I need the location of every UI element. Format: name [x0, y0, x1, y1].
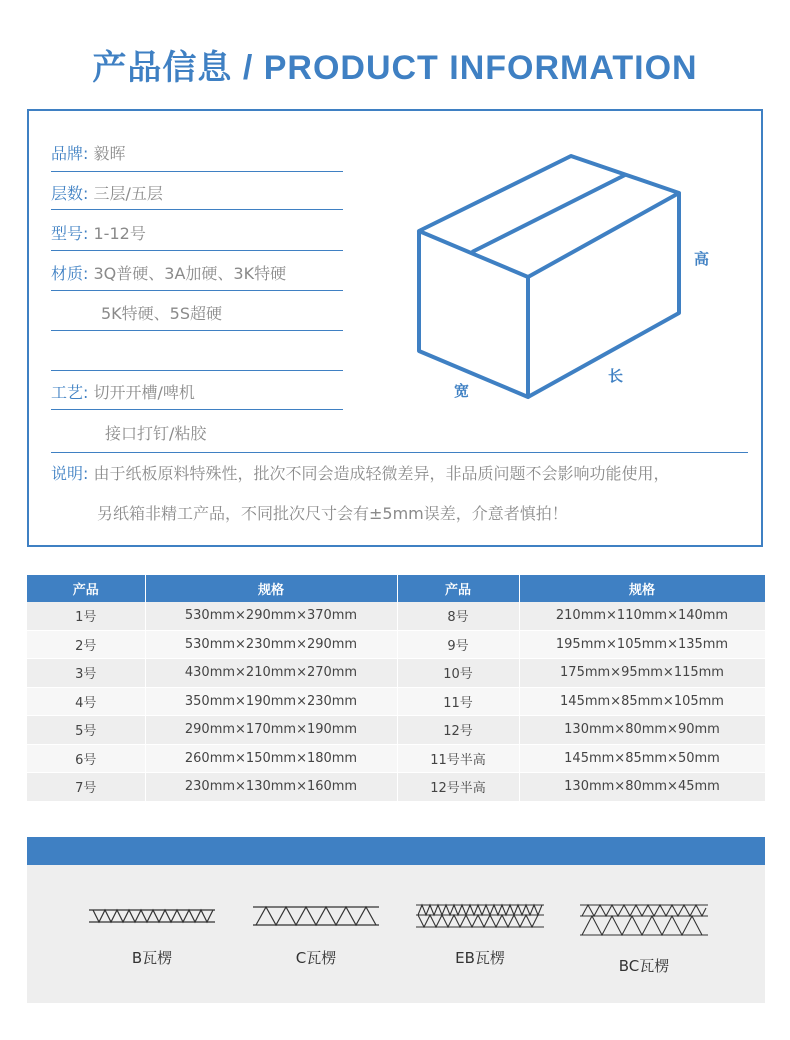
material-value-1: 3Q普硬、3A加硬、3K特硬 [93, 264, 287, 283]
model-value: 1-12号 [93, 224, 146, 243]
divider [51, 250, 343, 251]
craft-value-1: 切开开槽/啤机 [93, 383, 195, 402]
layers-value: 三层/五层 [93, 184, 163, 203]
product-cell: 5号 [27, 716, 145, 745]
layers-label: 层数: [51, 184, 89, 203]
product-cell: 2号 [27, 630, 145, 659]
box-top-face [419, 156, 679, 277]
spec-cell: 175mm×95mm×115mm [519, 659, 765, 688]
table-row [27, 602, 765, 630]
material-label: 材质: [51, 264, 89, 283]
layers-row [51, 181, 163, 204]
width-label: 宽 [454, 382, 470, 400]
col-header-spec: 规格 [145, 575, 397, 602]
product-cell: 11号 [397, 687, 519, 716]
table-row [27, 630, 765, 659]
divider [51, 452, 748, 453]
product-cell: 1号 [27, 602, 145, 630]
divider [51, 409, 343, 410]
spec-cell: 530mm×290mm×370mm [145, 602, 397, 630]
box-side-face [528, 193, 679, 397]
product-info-panel [27, 109, 763, 547]
spec-cell: 195mm×105mm×135mm [519, 630, 765, 659]
spec-cell: 130mm×80mm×90mm [519, 716, 765, 745]
spec-cell: 350mm×190mm×230mm [145, 687, 397, 716]
material-value-2: 5K特硬、5S超硬 [101, 304, 223, 323]
model-label: 型号: [51, 224, 89, 243]
spec-cell: 260mm×150mm×180mm [145, 744, 397, 773]
spec-cell: 530mm×230mm×290mm [145, 630, 397, 659]
note-value-2: 另纸箱非精工产品，不同批次尺寸会有±5mm误差，介意者慎拍！ [97, 504, 568, 523]
craft-row [51, 380, 195, 403]
table-row [27, 773, 765, 802]
spec-table [27, 575, 766, 802]
eb-flute-icon [416, 903, 544, 929]
page-title: 产品信息 / PRODUCT INFORMATION [92, 49, 698, 87]
product-cell: 9号 [397, 630, 519, 659]
length-label: 长 [608, 367, 624, 385]
carton-box-diagram [414, 151, 734, 411]
product-cell: 12号 [397, 716, 519, 745]
b-flute-icon [89, 903, 215, 929]
brand-value: 毅晖 [93, 144, 126, 163]
model-row [51, 221, 146, 244]
flute-eb [415, 903, 545, 968]
flute-bc-label: BC瓦楞 [618, 957, 670, 975]
product-cell: 3号 [27, 659, 145, 688]
col-header-product: 产品 [397, 575, 519, 602]
product-cell: 4号 [27, 687, 145, 716]
note-value-1: 由于纸板原料特殊性，批次不同会造成轻微差异，非品质问题不会影响功能使用， [93, 464, 670, 483]
spec-cell: 210mm×110mm×140mm [519, 602, 765, 630]
col-header-product: 产品 [27, 575, 145, 602]
spec-cell: 230mm×130mm×160mm [145, 773, 397, 802]
flute-c [251, 903, 381, 968]
note-label: 说明: [51, 464, 89, 483]
brand-label: 品牌: [51, 144, 89, 163]
flute-b [87, 903, 217, 968]
material-row [51, 261, 286, 284]
product-cell: 11号半高 [397, 744, 519, 773]
spec-cell: 145mm×85mm×50mm [519, 744, 765, 773]
product-cell: 6号 [27, 744, 145, 773]
table-row [27, 687, 765, 716]
craft-label: 工艺: [51, 383, 89, 402]
bc-flute-icon [580, 903, 708, 937]
table-row [27, 716, 765, 745]
divider [51, 171, 343, 172]
flute-bc [579, 903, 709, 976]
product-cell: 8号 [397, 602, 519, 630]
product-cell: 12号半高 [397, 773, 519, 802]
product-cell: 7号 [27, 773, 145, 802]
spec-cell: 130mm×80mm×45mm [519, 773, 765, 802]
col-header-spec: 规格 [519, 575, 765, 602]
spec-table-header [27, 575, 765, 602]
note-row [51, 461, 670, 484]
spec-cell: 430mm×210mm×270mm [145, 659, 397, 688]
divider [51, 209, 343, 210]
divider [51, 290, 343, 291]
product-cell: 10号 [397, 659, 519, 688]
spec-cell: 145mm×85mm×105mm [519, 687, 765, 716]
flute-section-header [27, 837, 765, 865]
table-row [27, 744, 765, 773]
brand-row [51, 141, 126, 164]
divider [51, 370, 343, 371]
divider [51, 330, 343, 331]
flute-c-label: C瓦楞 [295, 949, 337, 967]
box-tape-line [472, 175, 625, 252]
height-label: 高 [694, 250, 710, 268]
c-flute-icon [253, 903, 379, 929]
table-row [27, 659, 765, 688]
spec-cell: 290mm×170mm×190mm [145, 716, 397, 745]
flute-eb-label: EB瓦楞 [455, 949, 505, 967]
craft-value-2: 接口打钉/粘胶 [105, 424, 207, 443]
flute-b-label: B瓦楞 [131, 949, 173, 967]
flute-section [27, 865, 765, 1003]
